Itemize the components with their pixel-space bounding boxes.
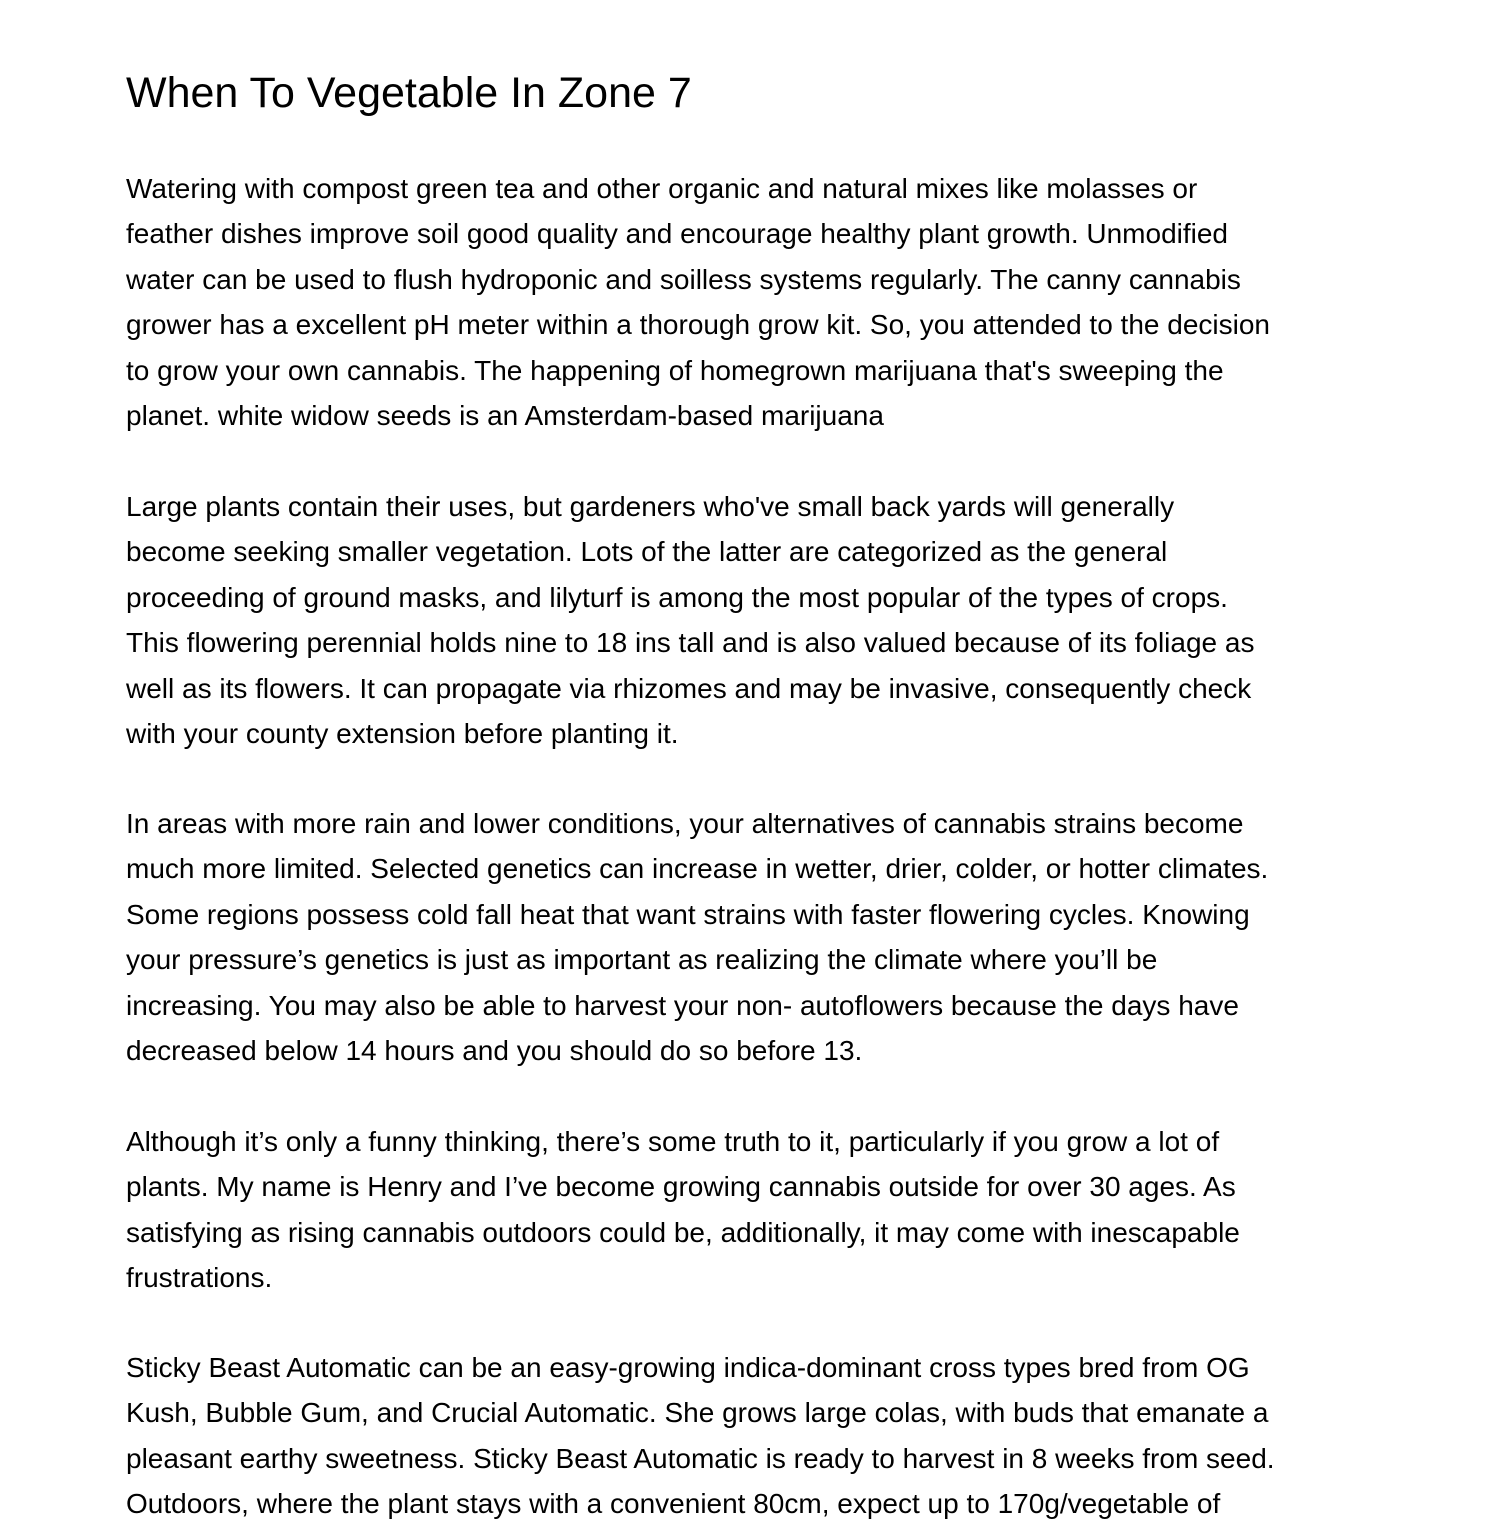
paragraph-line: Sticky Beast Automatic can be an easy-growing indica-dominant cross types bred from OG xyxy=(126,1352,1250,1383)
paragraph-line: satisfying as rising cannabis outdoors could be, additionally, it may come with inescapable xyxy=(126,1216,1240,1248)
document-page xyxy=(126,0,1386,1520)
paragraph-line: plants. My name is Henry and I’ve become growing cannabis outside for over 30 ages. As xyxy=(126,1171,1236,1203)
paragraph-line: frustrations. xyxy=(126,1262,273,1294)
paragraph-2 xyxy=(126,484,1254,756)
paragraph-line: Outdoors, where the plant stays with a convenient 80cm, expect up to 170g/vegetable of xyxy=(126,1488,1221,1520)
paragraph-line: become seeking smaller vegetation. Lots of the latter are categorized as the general xyxy=(126,536,1168,568)
paragraph-line: water can be used to flush hydroponic and soilless systems regularly. The canny cannabis xyxy=(126,263,1241,295)
paragraph-line: to grow your own cannabis. The happening of homegrown marijuana that's sweeping the xyxy=(126,354,1224,386)
paragraph-line: well as its flowers. It can propagate via rhizomes and may be invasive, consequently check xyxy=(126,672,1252,704)
paragraph-line: feather dishes improve soil good quality and encourage healthy plant growth. Unmodified xyxy=(126,218,1229,250)
paragraph-4 xyxy=(126,1119,1240,1301)
paragraph-line: Although it’s only a funny thinking, there’s some truth to it, particularly if you grow a lot of xyxy=(126,1126,1220,1157)
paragraph-line: proceeding of ground masks, and lilyturf is among the most popular of the types of crops. xyxy=(126,581,1228,613)
page-title: When To Vegetable In Zone 7 xyxy=(126,69,692,117)
paragraph-line: much more limited. Selected genetics can increase in wetter, drier, colder, or hotter climates. xyxy=(126,853,1269,885)
paragraph-line: Watering with compost green tea and other organic and natural mixes like molasses or xyxy=(126,173,1198,204)
paragraph-line: Large plants contain their uses, but gardeners who've small back yards will generally xyxy=(126,491,1175,522)
paragraph-line: your pressure’s genetics is just as important as realizing the climate where you’ll be xyxy=(126,944,1158,976)
paragraph-line: decreased below 14 hours and you should do so before 13. xyxy=(126,1035,863,1067)
paragraph-3 xyxy=(126,801,1268,1073)
paragraph-line: with your county extension before planting it. xyxy=(126,718,679,750)
paragraph-5 xyxy=(126,1345,1275,1527)
paragraph-line: increasing. You may also be able to harvest your non- autoflowers because the days have xyxy=(126,989,1239,1021)
paragraph-line: In areas with more rain and lower conditions, your alternatives of cannabis strains become xyxy=(126,808,1244,839)
paragraph-line: Kush, Bubble Gum, and Crucial Automatic. She grows large colas, with buds that emanate a xyxy=(126,1397,1269,1429)
paragraph-line: planet. white widow seeds is an Amsterdam-based marijuana xyxy=(126,400,884,432)
paragraph-line: This flowering perennial holds nine to 18 ins tall and is also valued because of its foliage as xyxy=(126,627,1255,659)
paragraph-line: Some regions possess cold fall heat that want strains with faster flowering cycles. Knowing xyxy=(126,898,1250,930)
paragraph-1 xyxy=(126,166,1270,438)
paragraph-line: pleasant earthy sweetness. Sticky Beast Automatic is ready to harvest in 8 weeks from seed. xyxy=(126,1442,1275,1474)
paragraph-line: grower has a excellent pH meter within a thorough grow kit. So, you attended to the decision xyxy=(126,309,1270,341)
